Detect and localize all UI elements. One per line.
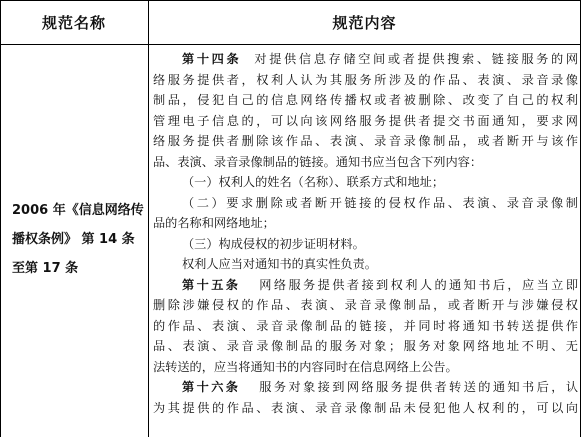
article-15-label: 第十五条 — [182, 277, 241, 292]
article-15-line: 品、表演、录音录像制品的服务对象；服务对象网络地址不明、无 — [153, 339, 578, 353]
header-divider — [0, 44, 581, 45]
regulation-name-line: 播权条例》 第 14 条 — [12, 232, 135, 247]
article-14-line: 品、表演、录音录像制品的链接。通知书应当包含下列内容： — [153, 154, 483, 169]
list-item-3: （三）构成侵权的初步证明材料。 — [182, 236, 365, 251]
responsibility-note: 权利人应当对通知书的真实性负责。 — [182, 257, 377, 271]
article-15-text: 网络服务提供者接到权利人的通知书后，应当立即 — [259, 277, 578, 292]
article-15-line: 删除涉嫌侵权的作品、表演、录音录像制品，或者断开与涉嫌侵权 — [153, 298, 578, 312]
article-16-line: 为其提供的作品、表演、录音录像制品未侵犯他人权利的，可以向 — [153, 400, 578, 415]
regulation-name-cell — [12, 196, 152, 283]
article-14-line: 管理电子信息的，可以向该网络服务提供者提交书面通知，要求网 — [153, 113, 578, 128]
table-border-left — [0, 0, 1, 437]
article-14-line: 络服务提供者删除该作品、表演、录音录像制品，或者断开与该作 — [153, 134, 578, 148]
regulation-name-line: 2006 年《信息网络传 — [12, 203, 144, 218]
article-15-line — [153, 275, 578, 296]
article-15-line: 的作品、表演、录音录像制品的链接，并同时将通知书转送提供作 — [153, 318, 578, 333]
article-14-label: 第十四条 — [182, 52, 242, 66]
list-item-2-cont: 品的名称和网络地址； — [153, 216, 275, 230]
article-14-line: 络服务提供者，权利人认为其服务所涉及的作品、表演、录音录像 — [153, 72, 578, 87]
article-16-line — [153, 377, 578, 398]
article-14-line: 制品，侵犯自己的信息网络传播权或者被删除、改变了自己的权利 — [153, 93, 578, 107]
list-item-1: （一）权利人的姓名（名称）、联系方式和地址； — [182, 175, 445, 189]
article-14-text: 对提供信息存储空间或者提供搜索、链接服务的网 — [254, 52, 578, 66]
list-item-2: （二）要求删除或者断开链接的侵权作品、表演、录音录像制 — [182, 195, 578, 210]
regulation-content-cell — [153, 49, 578, 418]
article-14-line — [153, 49, 578, 70]
header-content: 规范内容 — [332, 13, 397, 32]
article-16-text: 服务对象接到网络服务提供者转送的通知书后，认 — [259, 380, 578, 394]
header-name: 规范名称 — [41, 13, 106, 32]
article-16-label: 第十六条 — [182, 380, 241, 394]
regulation-name-line: 至第 17 条 — [12, 261, 79, 276]
article-15-line: 法转送的，应当将通知书的内容同时在信息网络上公告。 — [153, 359, 458, 374]
